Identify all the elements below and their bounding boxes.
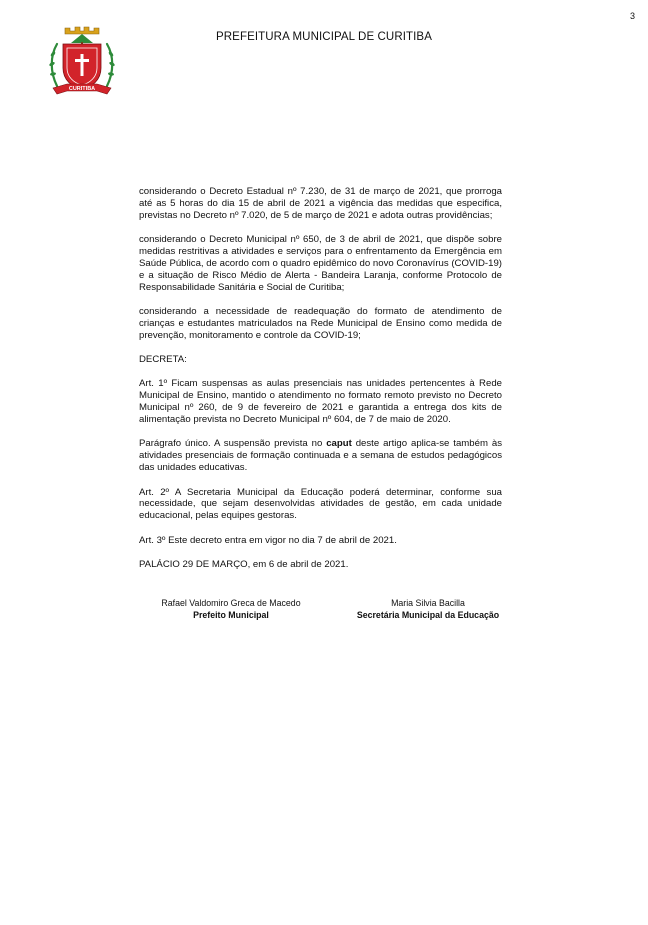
caput-term: caput xyxy=(326,438,352,450)
page-title: PREFEITURA MUNICIPAL DE CURITIBA xyxy=(216,31,432,43)
paragrafo-unico-lead: Parágrafo único. A suspensão prevista no xyxy=(139,438,327,450)
article-3: Art. 3º Este decreto entra em vigor no dia 7 de abril de 2021. xyxy=(139,534,397,546)
signature-secretary xyxy=(318,598,538,621)
paragraph-considerando-estadual: considerando o Decreto Estadual nº 7.230, de 31 de março de 2021, que prorroga até as 5 horas do dia 15 de abril de 2021 a vigência das medidas que especifica, previstas no Decreto nº 7.020, de 5 de março de 2021 e adota outras providências; xyxy=(139,186,502,221)
decreta-heading: DECRETA: xyxy=(139,354,187,366)
signature-name: Maria Silvia Bacilla xyxy=(391,598,465,608)
closing-line: PALÁCIO 29 DE MARÇO, em 6 de abril de 2021. xyxy=(139,558,349,570)
paragrafo-unico-rest: deste artigo aplica-se também às atividades presenciais de formação continuada e a semana de estudos pedagógicos das unidades educativas. xyxy=(139,438,502,474)
article-2: Art. 2º A Secretaria Municipal da Educação poderá determinar, conforme sua necessidade, que sejam desenvolvidas atividades de gestão, em cada unidade educacional, pelas equipes gestoras. xyxy=(139,486,502,522)
article-1: Art. 1º Ficam suspensas as aulas presenciais nas unidades pertencentes à Rede Municipal de Ensino, mantido o atendimento no formato remoto previsto no Decreto Municipal nº 260, de 9 de fevereiro de 2021 e garantida a entrega dos kits de alimentação prevista no Decreto Municipal nº 604, de 7 de maio de 2020. xyxy=(139,378,502,426)
decree-body xyxy=(139,186,502,583)
signature-role: Prefeito Municipal xyxy=(193,609,269,620)
svg-text:CURITIBA: CURITIBA xyxy=(68,86,96,92)
signature-mayor xyxy=(121,598,341,621)
signature-name: Rafael Valdomiro Greca de Macedo xyxy=(161,598,301,608)
page-number: 3 xyxy=(629,11,635,21)
signature-role: Secretária Municipal da Educação xyxy=(356,609,500,620)
paragrafo-unico xyxy=(139,438,502,474)
paragraph-considerando-readequacao: considerando a necessidade de readequação do formato de atendimento de crianças e estudantes matriculados na Rede Municipal de Ensino como medida de prevenção, monitoramento e controle da COVID-19; xyxy=(139,306,502,341)
paragraph-considerando-municipal: considerando o Decreto Municipal nº 650, de 3 de abril de 2021, que dispõe sobre medidas restritivas a atividades e serviços para o enfrentamento da Emergência em Saúde Pública, de acordo com o quadro epidêmico do novo Coronavírus (COVID-19) e a situação de Risco Médio de Alerta - Bandeira Laranja, conforme Protocolo de Responsabilidade Sanitária e Social de Curitiba; xyxy=(139,234,502,293)
